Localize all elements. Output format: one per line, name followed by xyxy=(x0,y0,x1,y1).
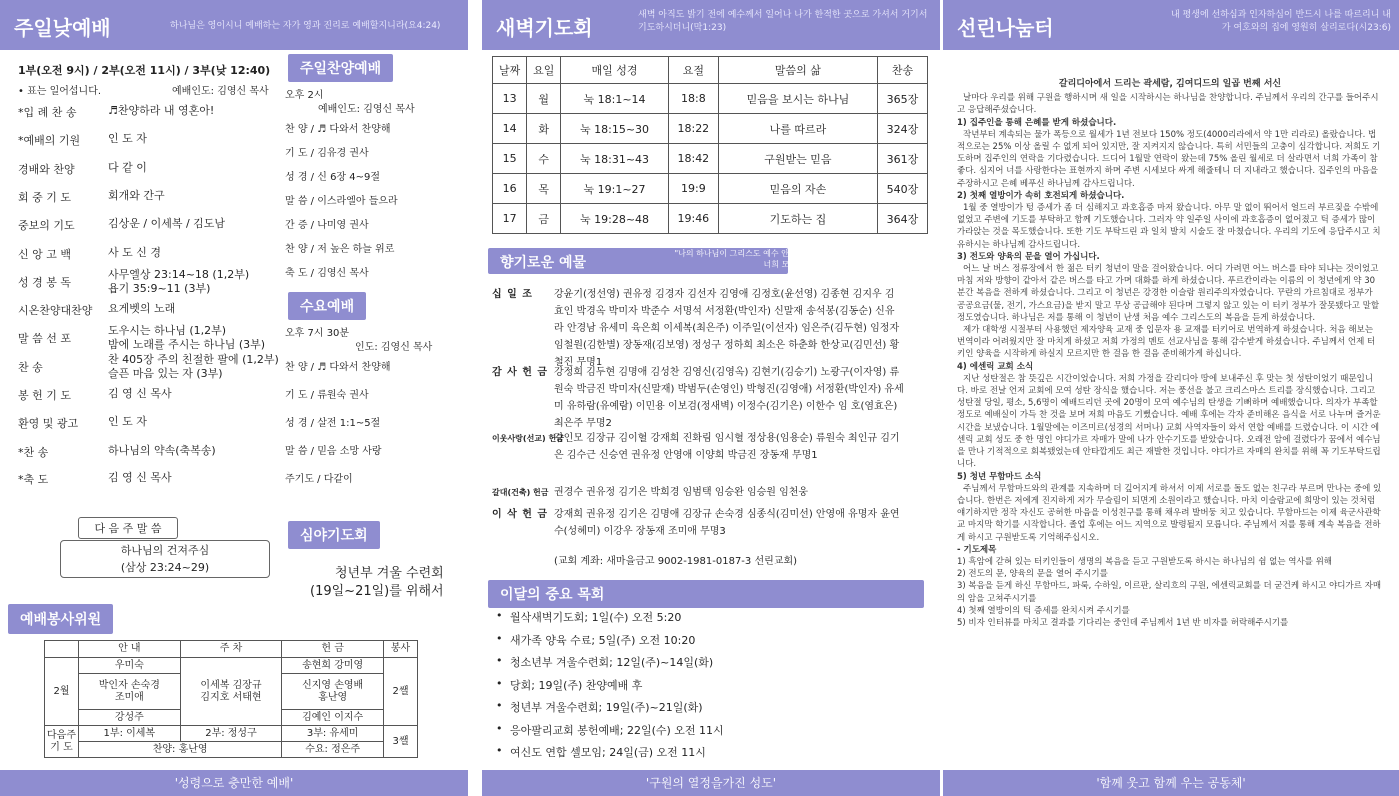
table-cell: 목 xyxy=(527,174,561,204)
worship-leader: 예배인도: 김영신 목사 xyxy=(172,86,269,97)
wed-item: 기 도 / 류원숙 권사 xyxy=(285,390,369,401)
offering-title: 향기로운 예물 xyxy=(488,248,788,274)
offering-names: 권경수 권유정 김기은 박희경 임범택 임승완 임승원 임천웅 xyxy=(554,487,809,498)
event-item: • 새가족 양육 수료; 5일(주) 오전 10:20 xyxy=(510,632,695,648)
cell: 신지영 손영배 홍난영 xyxy=(282,674,384,710)
order-item xyxy=(18,324,266,352)
footer-motto: '함께 웃고 함께 우는 공동체' xyxy=(943,770,1399,796)
offering-group xyxy=(492,364,904,429)
order-label: 시온찬양대찬양 xyxy=(18,304,93,318)
order-label: 경배와 찬양 xyxy=(18,162,75,176)
offering-verse: "나의 하나님이 그리스도 예수 안에서 영광 가운데 그 풍성한 대로 너희 모든 쓸 것을 채우시리라"(빌4:19) xyxy=(674,249,902,269)
praise-item: 간 증 / 나미영 권사 xyxy=(285,220,369,231)
next-sermon-line1: 하나님의 건져주심 xyxy=(120,544,210,557)
col-head: 안 내 xyxy=(79,641,181,658)
next-sermon-title: 다 음 주 말 씀 xyxy=(78,517,178,539)
table-cell: 눅 18:31~43 xyxy=(561,144,668,174)
praise-item: 기 도 / 김유경 권사 xyxy=(285,148,369,159)
table-row xyxy=(493,84,928,114)
event-item: • 여신도 연합 셀모임; 24일(금) 오전 11시 xyxy=(510,744,706,760)
order-value: 도우시는 하나님 (1,2부) xyxy=(108,324,227,338)
wed-time: 오후 7시 30분 xyxy=(285,328,350,339)
order-label: 회 중 기 도 xyxy=(18,190,71,204)
table-cell: 눅 18:15~30 xyxy=(561,114,668,144)
table-cell: 324장 xyxy=(877,114,927,144)
order-item xyxy=(18,132,147,148)
paragraph-body: 날마다 우리를 위해 구원을 행하시며 새 일을 시작하시는 하나님을 찬양합니다. 주님께서 우리의 간구를 들어주시고 응답해주셨습니다. xyxy=(957,93,1379,116)
offering-kind: 감 사 헌 금 xyxy=(492,367,549,378)
order-value-2: 슬픈 마음 있는 자 (3부) xyxy=(108,366,223,380)
wed-item: 성 경 / 살전 1:1~5절 xyxy=(285,418,381,429)
event-item: • 청소년부 겨울수련회; 12일(주)~14일(화) xyxy=(510,654,713,670)
letter-paragraph xyxy=(957,117,1383,190)
table-row xyxy=(493,204,928,234)
paragraph-body: 어느 날 버스 정류장에서 한 젊은 터키 청년이 말을 걸어왔습니다. 어디 가려면 어느 버스를 타야 되냐는 것이었고 마침 저와 방향이 같아서 같은 버스를 타고 가며 대화를 하게 하셨습니다. 푸르칸이라는 이름의 이 청년에게 약 30분간 복음을 전하게 하셨습니다. 그리고 이 청년은 강경한 이슬람 원리주의자였습니다. 꾸란의 가르침대로 정부가 공공요금(물, 전기, 가스요금)을 받지 말고 무상 공급해야 된다며 그렇지 않고 있는 이 터키 정부가 잘못됐다고 말할 정도였습니다. 하나님은 저를 통해 이 청년이 난생 처음 예수 그리스도의 복음을 듣게 하셨습니다. xyxy=(957,264,1380,323)
order-value: 다 같 이 xyxy=(108,160,147,174)
cell: 강성주 xyxy=(79,710,181,726)
order-item xyxy=(18,470,172,487)
order-label: 찬 송 xyxy=(18,360,43,374)
paragraph-body: 1월 중 열방이가 텅 증세가 좀 더 심해지고 과호흡증 마저 왔습니다. 아무 말 없이 뛰어서 얼드러 부르짖을 수밖에 없었고 주변에 기도를 부탁하고 함께 기도했습니다. 그러자 약 일주일 사이에 과호흡증이 없어졌고 틱 증세가 많이 가라앉는 것을 목도했습니다. 또한 기도 부탁드린 과 일치 발치 시술도 잘 마쳤습니다. 우리의 기도에 응답주시고 치유하시는 하나님께 감사드립니다. xyxy=(957,203,1381,250)
offering-group xyxy=(492,286,900,368)
event-item: • 월삭새벽기도회; 1일(수) 오전 5:20 xyxy=(510,609,681,625)
cell: 1부: 이세복 xyxy=(79,726,181,742)
paragraph-heading: 5) 청년 무함마드 소식 xyxy=(957,471,1042,482)
wed-leader: 인도: 김영신 목사 xyxy=(355,342,433,353)
order-label: *입 례 찬 송 xyxy=(18,106,77,119)
table-cell: 수 xyxy=(527,144,561,174)
order-value: 사 도 신 경 xyxy=(108,245,161,259)
cell: 이세복 김장규 김지호 서태현 xyxy=(180,658,282,726)
event-item: • 당회; 19일(주) 찬양예배 후 xyxy=(510,677,642,693)
offering-group xyxy=(492,430,900,461)
praise-leader: 예배인도: 김영신 목사 xyxy=(318,104,415,115)
order-label: 환영 및 광고 xyxy=(18,417,79,431)
paragraph-heading: 2) 첫째 열방이가 속히 호전되게 하셨습니다. xyxy=(957,190,1125,201)
order-value: 찬 405장 주의 친절한 팔에 (1,2부) xyxy=(108,352,279,366)
order-label: 중보의 기도 xyxy=(18,219,75,233)
header-verse: 새벽 아직도 밝기 전에 예수께서 일어나 나가 한적한 곳으로 가셔서 거기서 기도하시더니(막1:23) xyxy=(638,10,928,33)
wed-title: 수요예배 xyxy=(288,292,366,320)
table-cell: 15 xyxy=(493,144,527,174)
paragraph-heading: 1) 집주인을 통해 은혜를 받게 하셨습니다. xyxy=(957,117,1117,128)
col-head: 주 차 xyxy=(180,641,282,658)
offering-names: 강인모 김장규 김이혈 강재희 진화림 임시혈 정상용(임용순) 류원숙 최인규 김기은 김수근 신승연 권유정 안영애 이양희 박금진 장동재 무명1 xyxy=(554,433,900,461)
order-value: 하나님의 약속(축복송) xyxy=(108,443,216,457)
letter-paragraph xyxy=(957,544,1383,556)
cell: 찬양: 홍난영 xyxy=(79,742,282,758)
cell: 3부: 유세미 xyxy=(282,726,384,742)
order-label: 성 경 봉 독 xyxy=(18,275,71,289)
column-sunday-worship xyxy=(0,0,468,796)
paragraph-heading: 3) 전도와 양육의 문을 열어 가십니다. xyxy=(957,251,1100,262)
order-item xyxy=(18,415,147,431)
order-value: 인 도 자 xyxy=(108,415,147,429)
section-title: 선린나눔터 xyxy=(957,16,1054,40)
prayer-item: 5) 비자 인터뷰를 마치고 결과를 기다리는 중인데 주님께서 1년 반 비자를 허락해주시기를 xyxy=(957,617,1289,628)
table-header: 요일 xyxy=(527,57,561,84)
order-item xyxy=(18,302,176,318)
section-title: 새벽기도회 xyxy=(496,16,593,40)
offering-kind: 십 일 조 xyxy=(492,289,533,300)
offering-kind: 이 삭 헌 금 xyxy=(492,509,549,520)
table-row xyxy=(493,144,928,174)
col-head: 봉사 xyxy=(384,641,418,658)
order-value-2: 밤에 노래를 주시는 하나님 (3부) xyxy=(108,338,266,352)
paragraph-heading: - 기도제목 xyxy=(957,544,997,555)
offering-names: 강윤기(정선영) 권유정 김경자 김선자 김영애 김정호(윤선영) 김종현 김지우 김효인 박경옥 박미자 박준수 서명석 서정환(박인자) 신말재 송석봉(김동순) 신유라 안경남 유세미 육은희 이세복(최은주) 이주일(이선자) 임은주(김두현) 임정자 임철원(김한별) 장동재(김보영) 정성구 정하희 최소은 하춘화 한상교(김민선) 황철진 무명1 xyxy=(554,289,900,368)
service-times: 1부(오전 9시) / 2부(오전 11시) / 3부(낮 12:40) xyxy=(18,64,271,77)
order-label: 신 앙 고 백 xyxy=(18,247,71,261)
table-header: 말씀의 삶 xyxy=(718,57,877,84)
letter-paragraph xyxy=(957,471,1383,544)
church-account: (교회 계좌: 새마을금고 9002-1981-0187-3 선린교회) xyxy=(554,556,798,567)
letter-paragraph xyxy=(957,361,1383,471)
header-dawn-prayer xyxy=(482,0,940,50)
table-cell: 믿음을 보시는 하나님 xyxy=(718,84,877,114)
order-item xyxy=(18,267,250,295)
table-header: 요절 xyxy=(668,57,718,84)
praise-time: 오후 2시 xyxy=(285,90,324,101)
paragraph-body: 작년부터 계속되는 물가 폭등으로 월세가 1년 전보다 150% 정도(4000리라에서 약 1만 리라로) 올랐습니다. 법적으로는 25% 이상 올릴 수 없게 되어 있지만, 잘 지켜지지 않습니다. 특히 서민들의 고충이 심각합니다. 저희도 기도하며 집주인의 연락을 기다렸습니다. 드디어 1월말 연락이 왔는데 75% 올린 월세로 더 살라면서 너희 가족이 참 좋다. 심지어 너를 사랑한다는 표현까지 하며 주변 시세보다 싸게 해줄테니 더 지내라고 했습니다. 집주인의 마음을 주장하시고 은혜 베푸신 하나님께 감사드립니다. xyxy=(957,129,1381,189)
cell: 2쌜 xyxy=(384,658,418,726)
order-value: ♬찬양하라 내 영혼아! xyxy=(108,104,215,117)
footer-motto: '구원의 열정을가진 성도' xyxy=(482,770,940,796)
table-cell: 믿음의 자손 xyxy=(718,174,877,204)
prayer-item: 1) 흑암에 갇혀 있는 터키인들이 생명의 복음을 듣고 구원받도록 하시는 하나님의 쉼 없는 역사를 위해 xyxy=(957,556,1332,567)
order-item xyxy=(18,245,161,262)
praise-item: 찬 양 / 저 높은 하늘 위로 xyxy=(285,244,395,255)
offering-group xyxy=(492,506,900,537)
cell: 박인자 손숙경 조미애 xyxy=(79,674,181,710)
missionary-letter xyxy=(957,78,1383,629)
cell: 송현희 강미영 xyxy=(282,658,384,674)
table-cell: 19:9 xyxy=(668,174,718,204)
order-value: 인 도 자 xyxy=(108,132,147,146)
night-line1: 청년부 겨울 수련회 xyxy=(335,566,444,581)
order-value: 김 영 신 목사 xyxy=(108,387,172,400)
order-label: 말 씀 선 포 xyxy=(18,332,71,346)
praise-item: 말 씀 / 이스라엘아 들으라 xyxy=(285,196,398,207)
stand-note: • 표는 일어섭니다. xyxy=(18,86,102,97)
order-label: *예배의 기원 xyxy=(18,134,81,148)
table-cell: 16 xyxy=(493,174,527,204)
order-item xyxy=(18,188,165,205)
table-cell: 364장 xyxy=(877,204,927,234)
letter-title: 갈리디아에서 드리는 곽세람, 김여디드의 일곱 번째 서신 xyxy=(1058,79,1282,89)
table-cell: 금 xyxy=(527,204,561,234)
order-item xyxy=(18,104,215,120)
table-cell: 365장 xyxy=(877,84,927,114)
table-row xyxy=(493,114,928,144)
event-item: • 청년부 겨울수련회; 19일(주)~21일(화) xyxy=(510,699,703,715)
col-head: 헌 금 xyxy=(282,641,384,658)
table-cell: 19:46 xyxy=(668,204,718,234)
prayer-item: 4) 첫째 열방이의 틱 증세를 완치시켜 주시기를 xyxy=(957,605,1130,616)
order-label: 봉 헌 기 도 xyxy=(18,389,71,402)
table-cell: 17 xyxy=(493,204,527,234)
section-title: 주일낮예배 xyxy=(14,16,111,40)
order-value: 김 영 신 목사 xyxy=(108,470,172,484)
cell: 3쌜 xyxy=(384,726,418,758)
paragraph-body: 제가 대학생 시절부터 사용했던 제자양육 교재 중 입문자 용 교재를 터키어로 번역하게 하셨습니다. 처음 해보는 번역이라 어려웠지만 잘 마치게 하셨고 저희 가정의 멘토 선교사님을 통해 감수받게 하셨습니다. 주님께서 언제 터키인 양육을 시작하게 하실지 모르지만 한 걸음 한 걸음 준비해가게 하십니다. xyxy=(957,325,1376,360)
prayer-item: 3) 복음을 듣게 하신 무함마드, 파룩, 수하일, 이르판, 살리흐의 구원, 에센릭교회를 더 굳건케 하시고 야디가르 자매의 암을 고쳐주시기를 xyxy=(957,581,1382,604)
praise-item: 축 도 / 김영신 목사 xyxy=(285,268,369,279)
wed-item: 주기도 / 다같이 xyxy=(285,474,353,485)
cell: 2부: 정성구 xyxy=(180,726,282,742)
order-value: 사무엘상 23:14~18 (1,2부) xyxy=(108,267,250,281)
table-cell: 화 xyxy=(527,114,561,144)
offering-names: 강재희 권유정 김기은 김명애 김장규 손숙경 심종식(김미선) 안영애 유명자 윤연수(성혜미) 이강우 장동재 조미애 무명3 xyxy=(554,509,900,537)
letter-paragraph xyxy=(957,251,1383,324)
order-value: 요게벳의 노래 xyxy=(108,302,176,316)
dawn-schedule-table xyxy=(492,56,928,234)
footer-motto: '성령으로 충만한 예배' xyxy=(0,770,468,796)
table-cell: 월 xyxy=(527,84,561,114)
night-title: 심야기도회 xyxy=(288,521,380,549)
header-sharing xyxy=(943,0,1399,50)
order-value: 김상운 / 이세복 / 김도남 xyxy=(108,217,226,231)
committee-table xyxy=(44,640,418,758)
night-line2: (19일~21일)를 위해서 xyxy=(310,584,444,599)
events-title: 이달의 중요 목회 xyxy=(488,580,924,608)
header-sunday-worship xyxy=(0,0,468,50)
table-cell: 18:22 xyxy=(668,114,718,144)
order-label: *축 도 xyxy=(18,472,49,486)
table-header: 찬송 xyxy=(877,57,927,84)
paragraph-body: 지난 성탄절은 참 뜻깊은 시간이었습니다. 저희 가정을 갈리디아 땅에 보내주신 후 맞는 첫 성탄이었기 때문입니다. 바로 전날 언저 교회에 모여 성탄 장식을 했습니다. 저는 풍선을 불고 크리스마스 트리를 장식했습니다. 그리고 성탄절 당일, 평소, 5,6명이 예배드리던 곳에 20명이 모여 예수님의 탄생을 기뻐하며 예배했습니다. 의자가 부족할 정도로 예배실이 가득 찬 것을 보며 저희 마음도 기뻤습니다. 예배 후에는 각자 준비해온 음식을 서로 나누며 즐거운 시간을 보냈습니다. 1월말에는 이즈미르(성경의 서머나) 교회 사역자들이 와서 연합 예배를 드렸습니다. 이 시간 에센릭 교회 성도 중 한 명인 야디가르 자매가 말에 나가 안수기도를 받았습니다. 오래전 암에 걸렸다가 꿈에서 예수님을 만나 기적적으로 회복됐었는데 안타깝게도 최근 재발한 것입니다. 야디가르 자매의 완치를 위해 꼭 기도부탁드립니다. xyxy=(957,373,1381,470)
order-item xyxy=(18,387,172,403)
event-item: • 응아팔리교회 봉헌예배; 22일(수) 오전 11시 xyxy=(510,722,724,738)
table-cell: 18:42 xyxy=(668,144,718,174)
letter-paragraph xyxy=(957,92,1383,116)
table-cell: 기도하는 집 xyxy=(718,204,877,234)
week-label: 2월 xyxy=(45,658,79,726)
cell: 수요: 정은주 xyxy=(282,742,384,758)
table-cell: 눅 18:1~14 xyxy=(561,84,668,114)
column-dawn-prayer xyxy=(482,0,940,796)
table-cell: 눅 19:1~27 xyxy=(561,174,668,204)
table-cell: 361장 xyxy=(877,144,927,174)
offering-group xyxy=(492,484,809,501)
order-item xyxy=(18,352,279,380)
praise-item: 성 경 / 신 6장 4~9절 xyxy=(285,172,381,183)
table-header: 날짜 xyxy=(493,57,527,84)
order-item xyxy=(18,443,216,460)
letter-paragraph xyxy=(957,324,1383,361)
table-cell: 나를 따르라 xyxy=(718,114,877,144)
paragraph-body: 주님께서 무함마드와의 관계를 지속하며 더 깊어지게 하셔서 이제 서로를 돌도 없는 친구라 부르며 만나는 중에 있습니다. 한번은 저에게 진지하게 저가 무슬림이 되면게 소원이라고 했습니다. 마치 이슬람교에 희망이 있는 것처럼 얘기하지만 정작 자신도 공허한 마음을 이성친구를 통해 채우려 발버둥 치고 있습니다. 무함마드는 이제 육군사관학교 마지막 학기를 시작합니다. 졸업 후에는 어느 지역으로 발령될지 모릅니다. 주님께서 저를 통해 계속 복음을 전하게 하시고 구원받도록 기억해주십시오. xyxy=(957,483,1382,543)
offering-names: 강정희 김두현 김명애 김성찬 김영신(김영옥) 김현기(김승기) 노광구(이자영) 류원숙 박금진 박미자(신말재) 박범두(손영인) 박형진(김영애) 서정환(박인자) 유세미 유하람(유예람) 이민용 이보검(정새벽) 이정수(김기은) 이한수 임 호(염효은) 최은주 무명2 xyxy=(554,367,904,429)
header-verse: 내 평생에 선하심과 인자하심이 반드시 나를 따르리니 내가 여호와의 집에 영원히 살리로다(시23:6) xyxy=(1171,10,1391,33)
praise-item: 찬 양 / ♬ 다와서 찬양해 xyxy=(285,124,391,135)
letter-paragraph xyxy=(957,190,1383,251)
table-cell: 13 xyxy=(493,84,527,114)
order-item xyxy=(18,217,226,233)
table-cell: 540장 xyxy=(877,174,927,204)
header-verse: 하나님은 영이시니 예배하는 자가 영과 진리로 예배할지니라(요4:24) xyxy=(170,21,441,31)
order-value-2: 욥기 35:9~11 (3부) xyxy=(108,281,211,295)
committee-title: 예배봉사위원 xyxy=(8,604,113,634)
table-cell: 눅 19:28~48 xyxy=(561,204,668,234)
order-item xyxy=(18,160,147,177)
offering-kind: 이웃사랑(선교) 헌금 xyxy=(492,434,564,443)
column-sharing xyxy=(943,0,1399,796)
wed-item: 말 씀 / 믿음 소망 사랑 xyxy=(285,446,382,457)
order-label: *찬 송 xyxy=(18,445,49,459)
next-sermon-line2: (삼상 23:24~29) xyxy=(120,561,210,574)
table-cell: 14 xyxy=(493,114,527,144)
cell: 우미숙 xyxy=(79,658,181,674)
wed-item: 찬 양 / ♬ 다와서 찬양해 xyxy=(285,362,391,373)
praise-title: 주일찬양예배 xyxy=(288,54,393,82)
prayer-item: 2) 전도의 문, 양육의 문을 열어 주시기를 xyxy=(957,569,1108,580)
order-value: 회개와 간구 xyxy=(108,188,165,202)
offering-kind: 갈대(건축) 헌금 xyxy=(492,488,549,497)
table-cell: 구원받는 믿음 xyxy=(718,144,877,174)
table-cell: 18:8 xyxy=(668,84,718,114)
table-row xyxy=(493,174,928,204)
paragraph-heading: 4) 에센릭 교회 소식 xyxy=(957,361,1034,372)
next-week-label: 다음주 기 도 xyxy=(45,726,79,758)
table-header: 매일 성경 xyxy=(561,57,668,84)
cell: 김예인 이지수 xyxy=(282,710,384,726)
